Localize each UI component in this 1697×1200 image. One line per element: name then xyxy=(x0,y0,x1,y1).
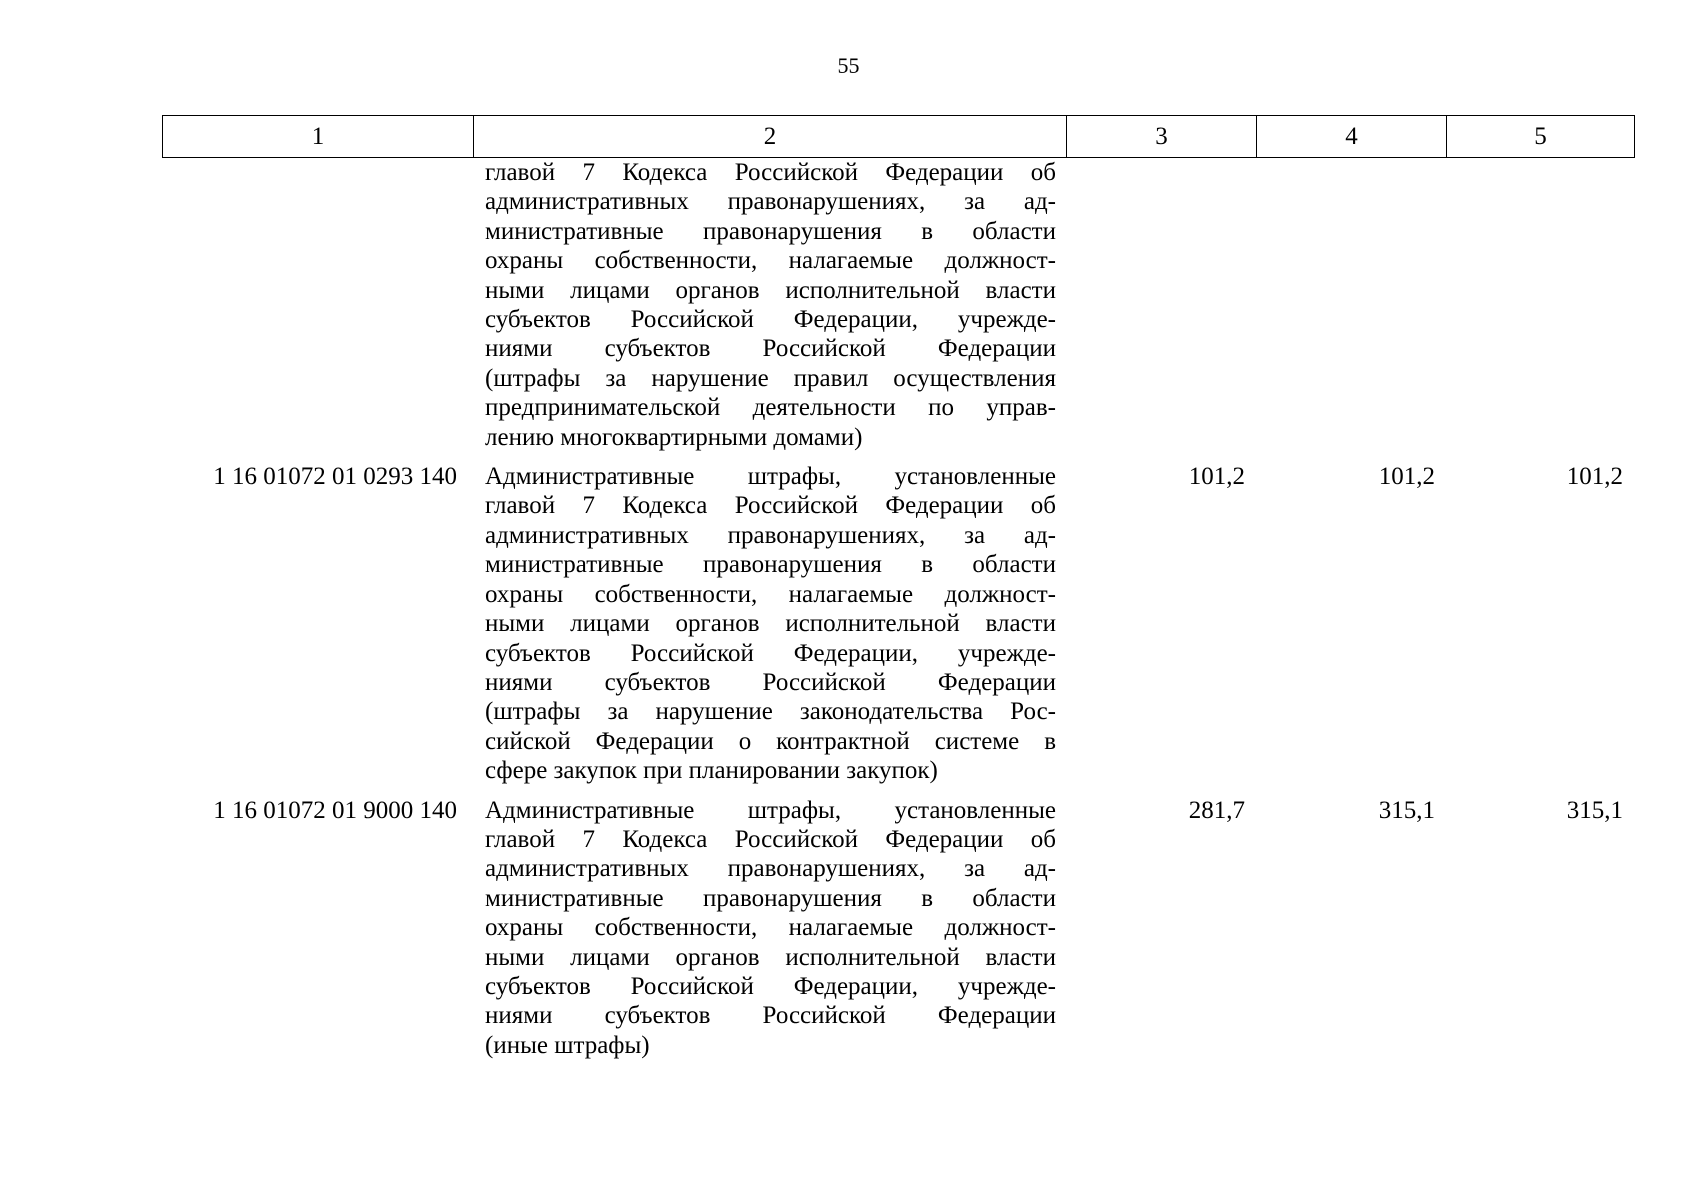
revenue-description xyxy=(473,786,1066,1061)
amount-col-5: 315,1 xyxy=(1566,796,1623,824)
description-line: сфере закупок при планировании закупок) xyxy=(485,757,938,785)
amount-col-5: 101,2 xyxy=(1566,463,1623,491)
description-line: (иные штрафы) xyxy=(485,1031,650,1059)
column-number-header xyxy=(162,115,1635,158)
description-line: субъектов Российской Федерации, учрежде- xyxy=(485,306,1056,334)
description-line: министративные правонарушения в области xyxy=(485,217,1056,245)
header-row xyxy=(163,116,1635,158)
amount-col-4: 101,2 xyxy=(1378,463,1435,491)
page-number: 55 xyxy=(837,53,860,78)
description-line: ными лицами органов исполнительной власти xyxy=(485,943,1056,971)
description-line: административных правонарушениях, за ад- xyxy=(485,188,1056,216)
table-row xyxy=(162,786,1634,1061)
header-col-1: 1 xyxy=(163,116,474,158)
description-line: охраны собственности, налагаемые должност- xyxy=(485,247,1056,275)
budget-code: 1 16 01072 01 9000 140 xyxy=(213,796,457,824)
budget-code: 1 16 01072 01 0293 140 xyxy=(213,463,457,491)
amount-col-3 xyxy=(1066,158,1256,452)
description-line: (штрафы за нарушение законодательства Рос- xyxy=(485,698,1056,726)
description-line: административных правонарушениях, за ад- xyxy=(485,855,1056,883)
table-row xyxy=(162,158,1634,452)
description-line: ниями субъектов Российской Федерации xyxy=(485,335,1056,363)
table-body xyxy=(162,158,1634,1060)
revenue-description xyxy=(473,452,1066,785)
description-line: субъектов Российской Федерации, учрежде- xyxy=(485,639,1056,667)
amount-col-4: 315,1 xyxy=(1378,796,1435,824)
description-line: предпринимательской деятельности по управ- xyxy=(485,394,1056,422)
header-col-4: 4 xyxy=(1257,116,1447,158)
revenue-description xyxy=(473,158,1066,452)
description-line: охраны собственности, налагаемые должност- xyxy=(485,914,1056,942)
description-line: сийской Федерации о контрактной системе в xyxy=(485,727,1056,755)
amount-col-4 xyxy=(1256,158,1446,452)
description-line: Административные штрафы, установленные xyxy=(485,796,1056,824)
table-row xyxy=(162,452,1634,785)
description-line: субъектов Российской Федерации, учрежде- xyxy=(485,972,1056,1000)
description-line: ниями субъектов Российской Федерации xyxy=(485,1002,1056,1030)
description-line: ными лицами органов исполнительной власти xyxy=(485,276,1056,304)
header-col-2: 2 xyxy=(474,116,1067,158)
description-line: главой 7 Кодекса Российской Федерации об xyxy=(485,159,1056,186)
description-line: административных правонарушениях, за ад- xyxy=(485,521,1056,549)
description-line: ниями субъектов Российской Федерации xyxy=(485,668,1056,696)
description-line: Административные штрафы, установленные xyxy=(485,463,1056,491)
description-line: (штрафы за нарушение правил осуществления xyxy=(485,364,1056,392)
description-line: главой 7 Кодекса Российской Федерации об xyxy=(485,492,1056,520)
description-line: охраны собственности, налагаемые должност- xyxy=(485,580,1056,608)
budget-code xyxy=(162,158,473,452)
amount-col-3: 101,2 xyxy=(1188,463,1245,491)
amount-col-3: 281,7 xyxy=(1188,796,1245,824)
description-line: министративные правонарушения в области xyxy=(485,551,1056,579)
header-col-3: 3 xyxy=(1067,116,1257,158)
description-line: лению многоквартирными домами) xyxy=(485,423,863,451)
amount-col-5 xyxy=(1446,158,1634,452)
description-line: ными лицами органов исполнительной власти xyxy=(485,610,1056,638)
budget-table xyxy=(162,158,1634,1060)
description-line: министративные правонарушения в области xyxy=(485,884,1056,912)
header-col-5: 5 xyxy=(1447,116,1635,158)
description-line: главой 7 Кодекса Российской Федерации об xyxy=(485,825,1056,853)
